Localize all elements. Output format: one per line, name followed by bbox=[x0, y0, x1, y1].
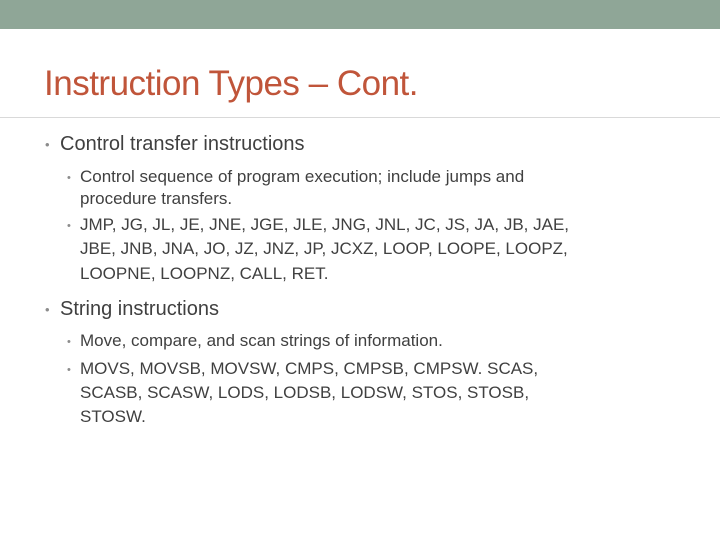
sub-bullet-continuation bbox=[80, 238, 568, 260]
bullet-dot: • bbox=[67, 364, 71, 376]
bullet-line: LOOPNE, LOOPNZ, CALL, RET. bbox=[80, 264, 329, 283]
sub-bullet-continuation bbox=[80, 406, 146, 428]
bullet-line: JMP, JG, JL, JE, JNE, JGE, JLE, JNG, JNL, JC, JS, JA, JB, JAE, bbox=[80, 215, 570, 234]
section-heading: Control transfer instructions bbox=[60, 133, 305, 155]
sub-bullet-control-sequence bbox=[67, 166, 525, 188]
bullet-dot: • bbox=[45, 302, 50, 317]
sub-bullet-continuation bbox=[80, 263, 328, 285]
section-heading: String instructions bbox=[60, 298, 219, 320]
bullet-line: JBE, JNB, JNA, JO, JZ, JNZ, JP, JCXZ, LOOP, LOOPE, LOOPZ, bbox=[80, 239, 568, 258]
bullet-dot: • bbox=[67, 172, 71, 184]
sub-bullet-string-ops bbox=[67, 358, 539, 380]
sub-bullet-jump-instructions bbox=[67, 214, 570, 236]
bullet-dot: • bbox=[45, 137, 50, 152]
bullet-dot: • bbox=[67, 336, 71, 348]
bullet-line: Move, compare, and scan strings of information. bbox=[80, 331, 443, 350]
slide-title: Instruction Types – Cont. bbox=[44, 64, 419, 103]
bullet-line: MOVS, MOVSB, MOVSW, CMPS, CMPSB, CMPSW. SCAS, bbox=[80, 359, 539, 378]
bullet-dot: • bbox=[67, 220, 71, 232]
sub-bullet-continuation bbox=[80, 188, 232, 210]
bullet-control-transfer bbox=[45, 132, 305, 156]
bullet-line: SCASB, SCASW, LODS, LODSB, LODSW, STOS, STOSB, bbox=[80, 383, 530, 402]
sub-bullet-move-compare-scan bbox=[67, 330, 443, 352]
bullet-line: procedure transfers. bbox=[80, 189, 233, 208]
bullet-string-instructions bbox=[45, 297, 219, 321]
sub-bullet-continuation bbox=[80, 382, 529, 404]
bullet-line: STOSW. bbox=[80, 407, 146, 426]
bullet-line: Control sequence of program execution; include jumps and bbox=[80, 167, 525, 186]
